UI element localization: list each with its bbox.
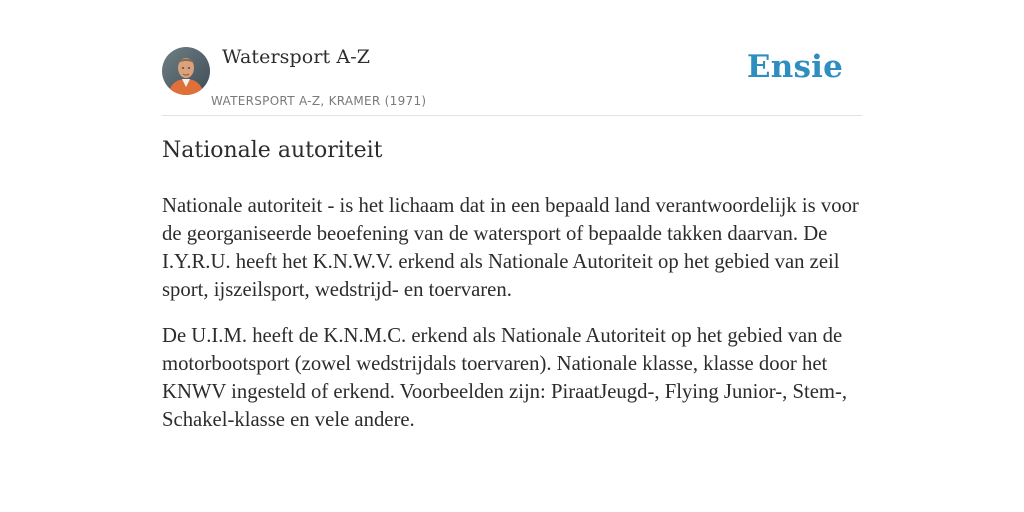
source-citation: WATERSPORT A-Z, KRAMER (1971) (211, 94, 427, 108)
entry-header (162, 44, 862, 116)
ensie-logo[interactable]: Ensie (746, 49, 843, 85)
body-paragraph: Nationale autoriteit - is het lichaam dat in een bepaald land verantwoordelijk is voor de georganiseerde beoefening van de watersport of bepaalde takken daarvan. De I.Y.R.U. heeft het K.N.W.V. erkend als Nationale Autoriteit op het gebied van zeil sport, ijszeilsport, wedstrijd- en toervaren. (162, 195, 859, 301)
author-name-link[interactable]: Watersport A-Z (222, 46, 371, 68)
avatar-photo (162, 47, 210, 95)
author-avatar[interactable] (162, 47, 210, 95)
body-paragraph: De U.I.M. heeft de K.N.M.C. erkend als Nationale Autoriteit op het gebied van de motorbootsport (zowel wedstrijdals toervaren). Nationale klasse, klasse door het KNWV ingesteld of erkend. Voorbeelden zijn: PiraatJeugd-, Flying Junior-, Stem-, Schakel-klasse en vele andere. (162, 325, 848, 431)
entry-title: Nationale autoriteit (162, 138, 383, 163)
entry-body (162, 192, 862, 452)
